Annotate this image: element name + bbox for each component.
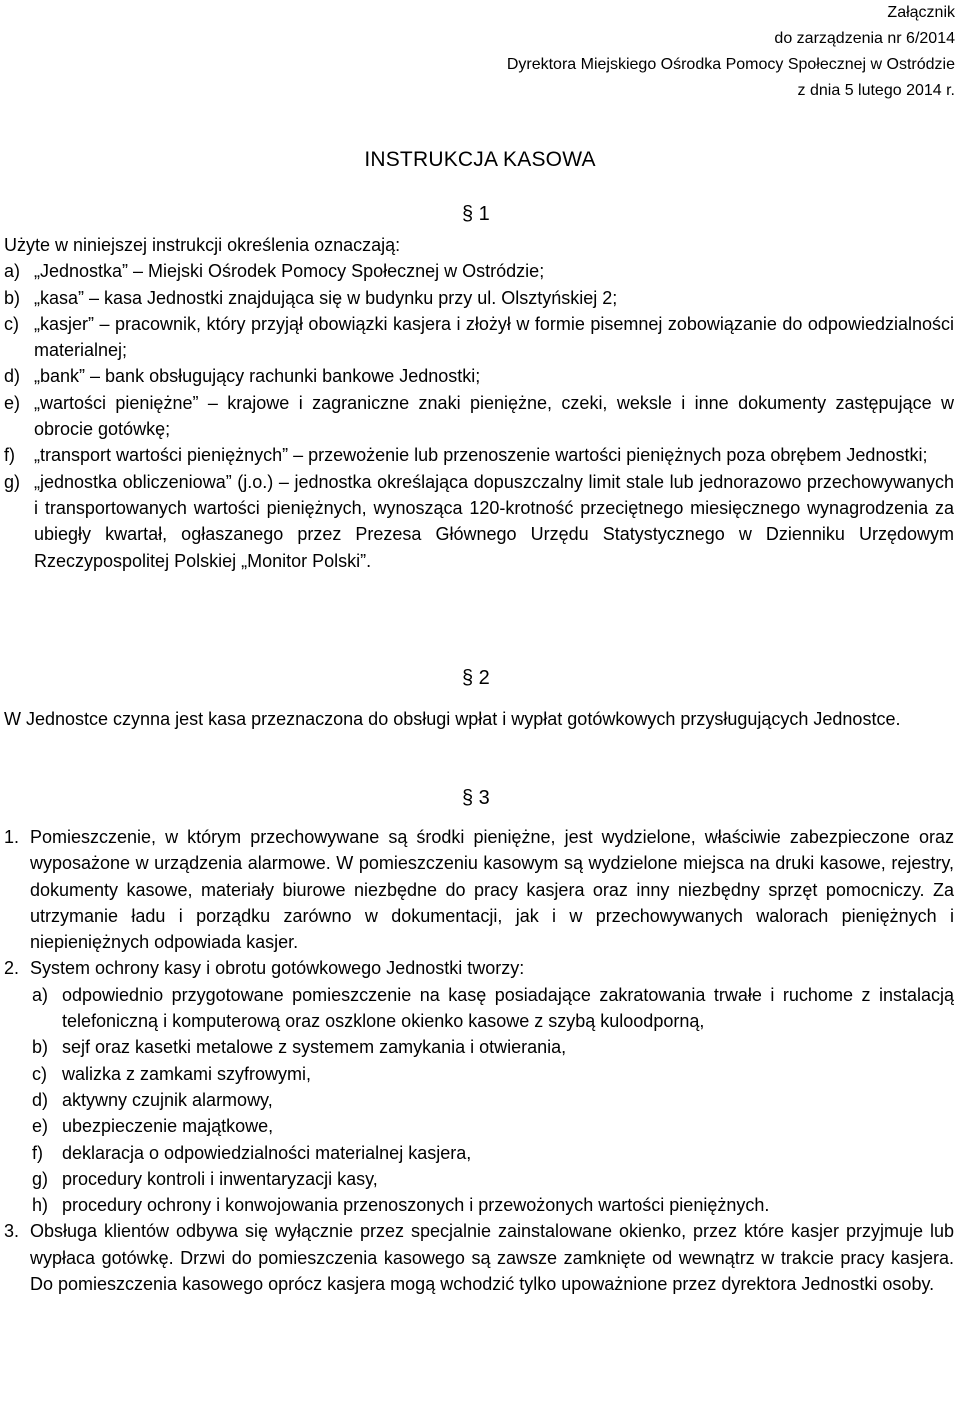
list-item xyxy=(32,1087,954,1113)
header-line-2: do zarządzenia nr 6/2014 xyxy=(774,30,955,47)
point-label: 1. xyxy=(4,827,20,847)
item-text: odpowiednio przygotowane pomieszczenie na kasę posiadające zakratowania trwałe i ruchome z instalacją telefoniczną i komputerową oraz oszklone okienko kasowe z szybą kuloodporną, xyxy=(62,984,954,1032)
definition-item xyxy=(4,258,954,284)
item-label: e) xyxy=(32,1116,49,1137)
definition-item xyxy=(4,285,954,311)
document-header xyxy=(507,0,955,104)
section-1-heading: § 1 xyxy=(462,203,490,225)
item-text: „kasa” – kasa Jednostki znajdująca się w budynku przy ul. Olsztyńskiej 2; xyxy=(34,287,618,308)
security-system-list xyxy=(32,982,954,1219)
item-text: procedury ochrony i konwojowania przenoszonych i przewożonych wartości pieniężnych. xyxy=(62,1195,770,1216)
item-text: „transport wartości pieniężnych” – przewożenie lub przenoszenie wartości pieniężnych poza obrębem Jednostki; xyxy=(34,445,928,466)
item-text: „kasjer” – pracownik, który przyjął obowiązki kasjera i złożył w formie pisemnej zobowiązanie do odpowiedzialności materialnej; xyxy=(34,313,954,361)
header-line-3: Dyrektora Miejskiego Ośrodka Pomocy Społecznej w Ostródzie xyxy=(506,56,955,73)
item-text: aktywny czujnik alarmowy, xyxy=(62,1089,273,1110)
item-text: procedury kontroli i inwentaryzacji kasy, xyxy=(62,1168,378,1189)
header-line-1: Załącznik xyxy=(887,4,955,21)
point-label: 3. xyxy=(4,1221,20,1242)
item-label: h) xyxy=(32,1195,49,1216)
item-label: b) xyxy=(32,1037,49,1058)
item-text: ubezpieczenie majątkowe, xyxy=(62,1116,274,1137)
list-item xyxy=(32,1061,954,1087)
section-2-heading: § 2 xyxy=(462,667,490,689)
item-label: d) xyxy=(32,1089,49,1110)
point-text: Obsługa klientów odbywa się wyłącznie przez specjalnie zainstalowane okienko, przez które kasjer przyjmuje lub wypłaca gotówkę. Drzwi do pomieszczenia kasowego są zawsze zamknięte od wewnątrz w trakcie pracy kasjera. Do pomieszczenia kasowego oprócz kasjera mogą wchodzić tylko upoważnione przez dyrektora Jednostki osoby. xyxy=(30,1221,954,1295)
section-2-body xyxy=(4,706,954,732)
item-text: „bank” – bank obsługujący rachunki bankowe Jednostki; xyxy=(34,366,481,387)
item-text: „jednostka obliczeniowa” (j.o.) – jednostka określająca dopuszczalny limit stale lub jednorazowo przechowywanych i transportowanych wartości pieniężnych, wynosząca 120-krotność przeciętnego miesięcznego wynagrodzenia za ubiegły kwartał, ogłaszanego przez Prezesa Głównego Urzędu Statystycznego w Dzienniku Urzędowym Rzeczypospolitej Polskiej „Monitor Polski”. xyxy=(34,471,954,571)
item-label: b) xyxy=(4,287,21,308)
definition-item xyxy=(4,311,954,364)
definition-item xyxy=(4,363,954,389)
definition-item xyxy=(4,469,954,574)
definition-item xyxy=(4,442,954,468)
item-label: g) xyxy=(4,471,21,492)
point-label: 2. xyxy=(4,958,20,979)
point-text: System ochrony kasy i obrotu gotówkowego Jednostki tworzy: xyxy=(30,958,525,979)
item-text: „wartości pieniężne” – krajowe i zagraniczne znaki pieniężne, czeki, weksle i inne dokumenty zastępujące w obrocie gotówkę; xyxy=(34,392,954,440)
numbered-point xyxy=(4,955,954,981)
definition-item xyxy=(4,390,954,443)
document-title: INSTRUKCJA KASOWA xyxy=(364,148,596,171)
numbered-point xyxy=(4,1218,954,1297)
item-label: c) xyxy=(32,1063,47,1084)
list-item xyxy=(32,1034,954,1060)
list-item xyxy=(32,1166,954,1192)
item-label: f) xyxy=(32,1142,43,1163)
item-label: f) xyxy=(4,445,15,466)
list-item xyxy=(32,1192,954,1218)
item-text: „Jednostka” – Miejski Ośrodek Pomocy Społecznej w Ostródzie; xyxy=(34,261,545,282)
item-label: a) xyxy=(4,261,21,282)
section-1-body xyxy=(4,232,954,574)
list-item xyxy=(32,982,954,1035)
list-item xyxy=(32,1113,954,1139)
item-text: deklaracja o odpowiedzialności materialnej kasjera, xyxy=(62,1142,472,1163)
point-text: Pomieszczenie, w którym przechowywane są środki pieniężne, jest wydzielone, właściwie zabezpieczone oraz wyposażone w urządzenia alarmowe. W pomieszczeniu kasowym są wydzielone miejsca na druki kasowe, rejestry, dokumenty kasowe, materiały biurowe niezbędne do pracy kasjera oraz inny niezbędny sprzęt pomocniczy. Za utrzymanie ładu i porządku zarówno w dokumentacji, jak i w przechowywanych walorach pieniężnych i niepieniężnych odpowiada kasjer. xyxy=(30,827,954,953)
header-line-4: z dnia 5 lutego 2014 r. xyxy=(797,82,955,99)
item-label: d) xyxy=(4,366,21,387)
item-text: sejf oraz kasetki metalowe z systemem zamykania i otwierania, xyxy=(62,1037,567,1058)
item-label: c) xyxy=(4,313,19,334)
section-3-heading: § 3 xyxy=(462,787,490,809)
numbered-point xyxy=(4,824,954,955)
list-item xyxy=(32,1140,954,1166)
item-text: walizka z zamkami szyfrowymi, xyxy=(62,1063,312,1084)
item-label: a) xyxy=(32,984,49,1005)
item-label: g) xyxy=(32,1168,49,1189)
item-label: e) xyxy=(4,392,21,413)
section-1-intro: Użyte w niniejszej instrukcji określenia oznaczają: xyxy=(4,235,401,255)
section-2-text: W Jednostce czynna jest kasa przeznaczona do obsługi wpłat i wypłat gotówkowych przysługujących Jednostce. xyxy=(4,709,901,729)
section-3-body xyxy=(4,824,954,1297)
